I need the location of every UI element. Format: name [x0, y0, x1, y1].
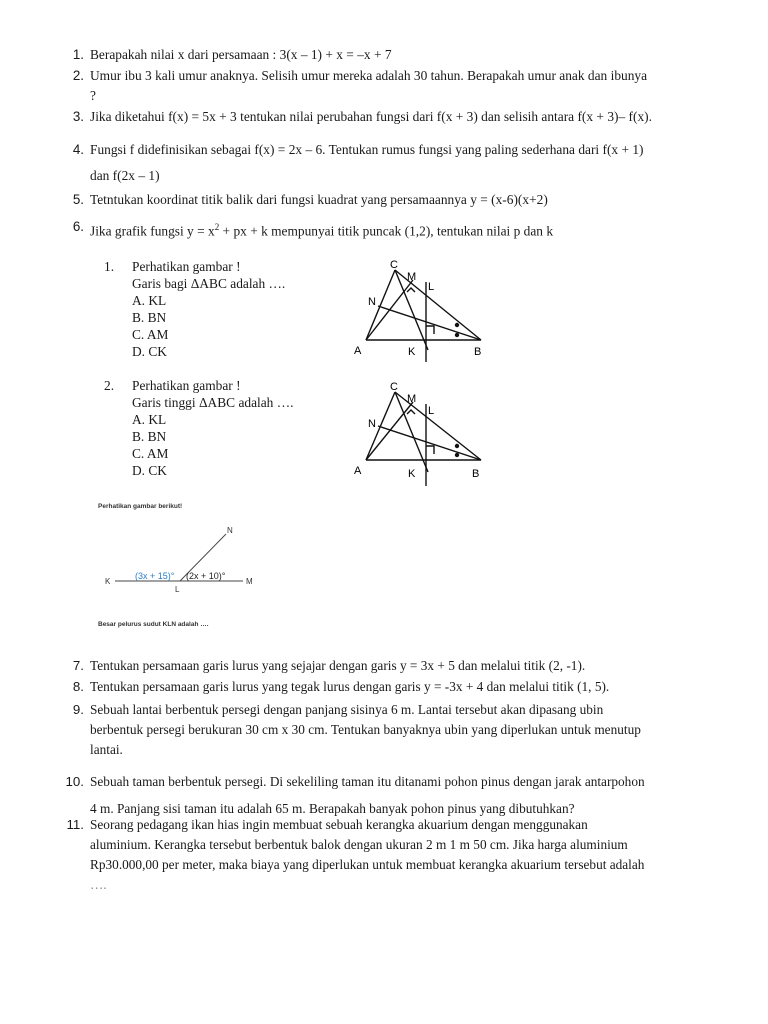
mc-option-d: D. CK — [132, 344, 167, 359]
label-m: M — [246, 577, 253, 586]
triangle-figure-1 — [350, 258, 500, 364]
question-text: Tentukan persamaan garis lurus yang tegak lurus dengan garis y = -3x + 4 dan melalui titik (1, 5). — [90, 679, 610, 694]
question-number: 3. — [72, 109, 84, 124]
label-l: L — [428, 281, 435, 293]
label-a: A — [354, 465, 362, 477]
mc-option-b: B. BN — [132, 310, 167, 325]
question-text: Seorang pedagang ikan hias ingin membuat sebuah kerangka akuarium dengan menggunakan — [90, 817, 588, 832]
question-number: 2. — [72, 68, 84, 83]
label-n: N — [368, 418, 376, 430]
label-n: N — [368, 296, 376, 308]
label-k: K — [408, 468, 416, 480]
question-text: lantai. — [90, 742, 123, 757]
angle-figure — [100, 520, 270, 600]
mc-option-a: A. KL — [132, 412, 167, 427]
mc-stem: Garis bagi ΔABC adalah …. — [132, 276, 286, 291]
mc-number: 1. — [104, 259, 115, 274]
mc-number: 2. — [104, 378, 115, 393]
mc-option-c: C. AM — [132, 446, 169, 461]
question-number: 9. — [72, 702, 84, 717]
question-text: Tentukan persamaan garis lurus yang sejajar dengan garis y = 3x + 5 dan melalui titik (2, -1). — [90, 658, 586, 673]
question-text: Umur ibu 3 kali umur anaknya. Selisih umur mereka adalah 30 tahun. Berapakah umur anak dan ibunya — [90, 68, 648, 83]
mc-stem: Garis tinggi ΔABC adalah …. — [132, 395, 294, 410]
question-number: 11. — [66, 817, 84, 832]
question-text: dan f(2x – 1) — [90, 168, 160, 183]
question-text: Sebuah lantai berbentuk persegi dengan panjang sisinya 6 m. Lantai tersebut akan dipasang ubin — [90, 702, 604, 717]
label-l: L — [428, 405, 435, 417]
question-number: 1. — [72, 47, 84, 62]
label-a: A — [354, 345, 362, 357]
question-number: 8. — [72, 679, 84, 694]
question-number: 5. — [72, 192, 84, 207]
question-text: Sebuah taman berbentuk persegi. Di sekeliling taman itu ditanami pohon pinus dengan jarak antarpohon — [90, 774, 645, 789]
mc-stem: Perhatikan gambar ! — [132, 259, 241, 274]
question-text: …. — [90, 877, 107, 892]
angle-figure-question: Besar pelurus sudut KLN adalah …. — [98, 621, 209, 628]
triangle-figure-2 — [350, 380, 500, 488]
mc-option-d: D. CK — [132, 463, 167, 478]
question-text: berbentuk persegi berukuran 30 cm x 30 cm. Tentukan banyaknya ubin yang diperlukan untuk menutup — [90, 722, 641, 737]
mc-stem: Perhatikan gambar ! — [132, 378, 241, 393]
label-c: C — [390, 259, 398, 271]
mc-option-b: B. BN — [132, 429, 167, 444]
label-l: L — [175, 585, 180, 594]
mc-option-c: C. AM — [132, 327, 169, 342]
question-text: aluminium. Kerangka tersebut berbentuk balok dengan ukuran 2 m 1 m 50 cm. Jika harga aluminium — [90, 837, 628, 852]
label-c: C — [390, 381, 398, 393]
label-k: K — [408, 346, 416, 358]
question-number: 4. — [72, 142, 84, 157]
question-text: Jika grafik fungsi $y = x^2$ + px + k mempunyai titik puncak (1,2), tentukan nilai p dan k — [90, 222, 554, 239]
label-b: B — [474, 346, 482, 358]
question-number: 7. — [72, 658, 84, 673]
angle-label-kln: (3x + 15)° — [135, 571, 175, 581]
question-text: Jika diketahui f(x) = 5x + 3 tentukan nilai perubahan fungsi dari f(x + 3) dan selisih antara f(x + 3)– f(x). — [90, 109, 652, 124]
question-text: Rp30.000,00 per meter, maka biaya yang diperlukan untuk membuat kerangka akuarium tersebut adalah — [90, 857, 645, 872]
label-b: B — [472, 468, 480, 480]
question-text: Tetntukan koordinat titik balik dari fungsi kuadrat yang persamaannya y = (x-6)(x+2) — [90, 192, 548, 207]
angle-figure-caption: Perhatikan gambar berikut! — [98, 503, 183, 510]
question-text: ? — [90, 88, 96, 103]
label-m: M — [407, 393, 417, 405]
question-text: Berapakah nilai x dari persamaan : 3(x – 1) + x = –x + 7 — [90, 47, 392, 62]
angle-label-nlm: (2x + 10)° — [186, 571, 226, 581]
question-number: 6. — [72, 219, 84, 234]
question-text: 4 m. Panjang sisi taman itu adalah 65 m. Berapakah banyak pohon pinus yang dibutuhkan? — [90, 801, 575, 816]
mc-option-a: A. KL — [132, 293, 167, 308]
label-k: K — [105, 577, 111, 586]
question-number: 10. — [65, 774, 84, 789]
question-text: Fungsi f didefinisikan sebagai f(x) = 2x – 6. Tentukan rumus fungsi yang paling sederhana dari f(x + 1) — [90, 142, 644, 157]
label-n: N — [227, 526, 233, 535]
label-m: M — [407, 271, 417, 283]
